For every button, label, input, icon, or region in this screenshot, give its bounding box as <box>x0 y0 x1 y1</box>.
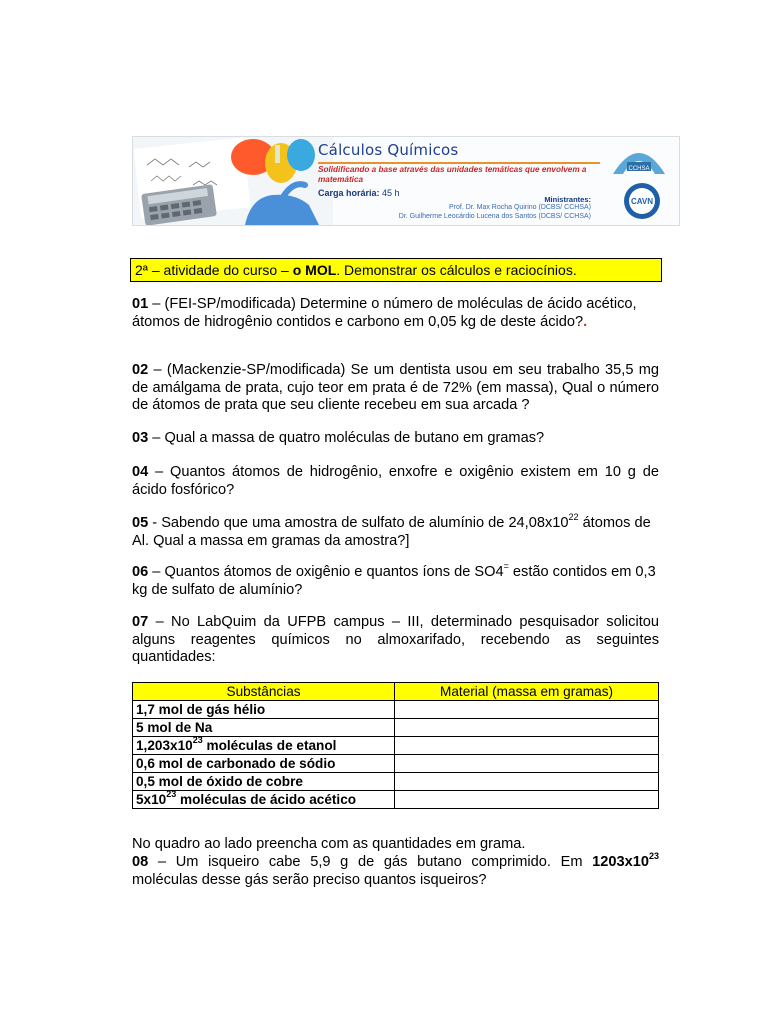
exponent: 23 <box>192 734 203 745</box>
question-text: - Sabendo que uma amostra de sulfato de alumínio de 24,08x10 <box>148 515 569 531</box>
cavn-seal-logo <box>619 181 665 221</box>
cchsa-seal-logo <box>609 140 669 178</box>
table-row <box>133 773 659 791</box>
question-04 <box>132 464 659 499</box>
substance-text: 0,6 mol de carbonado de sódio <box>136 755 336 771</box>
table-row <box>133 719 659 737</box>
question-text: – (FEI-SP/modificada) Determine o número de moléculas de ácido acético, átomos de hidrogênio contidos e carbono em 0,05 kg de deste ácido? <box>132 296 637 330</box>
svg-text:CCHSA: CCHSA <box>628 166 650 172</box>
substance-cell <box>133 719 395 737</box>
substance-text: 1,7 mol de gás hélio <box>136 701 266 717</box>
question-number: 08 <box>132 854 149 870</box>
question-text: – Qual a massa de quatro moléculas de butano em gramas? <box>148 430 545 446</box>
mass-cell[interactable] <box>395 773 659 791</box>
table-row <box>133 737 659 755</box>
substance-cell <box>133 734 395 755</box>
activity-topic: o MOL <box>292 262 337 278</box>
header-mass: Material (massa em gramas) <box>395 683 659 701</box>
substance-cell <box>133 755 395 773</box>
question-tail: . <box>583 313 588 330</box>
lab-illustration <box>133 137 333 225</box>
question-number: 03 <box>132 430 149 446</box>
question-03 <box>132 430 659 448</box>
question-05 <box>132 512 659 550</box>
substance-cell <box>133 701 395 719</box>
substance-text-cont: moléculas de ácido acético <box>176 791 357 807</box>
question-text-cont: átomos de Al. Qual a massa em gramas da amostra?] <box>132 515 651 549</box>
substances-table <box>132 682 659 809</box>
table-instruction-note: No quadro ao lado preencha com as quantidades em grama. <box>132 836 526 852</box>
instructor-2: Dr. Guilherme Leocárdio Lucena dos Santos (DCBS/ CCHSA) <box>398 213 591 220</box>
banner-title-underline <box>318 162 600 164</box>
substance-text: 5 mol de Na <box>136 719 213 735</box>
ministrantes-label: Ministrantes: <box>544 195 591 204</box>
banner-course-hours <box>318 188 400 198</box>
substance-text-cont: moléculas de etanol <box>202 737 337 753</box>
question-bold-value: 1203x10 <box>592 854 649 870</box>
course-banner <box>132 136 680 226</box>
question-number: 06 <box>132 564 149 580</box>
activity-heading <box>130 258 662 282</box>
question-number: 04 <box>132 464 149 480</box>
header-substance: Substâncias <box>133 683 395 701</box>
question-number: 01 <box>132 296 149 312</box>
question-number: 02 <box>132 362 149 378</box>
exponent: 23 <box>166 788 177 799</box>
substance-text: 0,5 mol de óxido de cobre <box>136 773 303 789</box>
mass-cell[interactable] <box>395 737 659 755</box>
question-06 <box>132 561 659 599</box>
table-row <box>133 701 659 719</box>
table-header-row <box>133 683 659 701</box>
table-row <box>133 791 659 809</box>
exponent: 23 <box>648 851 659 862</box>
hours-value: 45 h <box>382 188 400 198</box>
question-02 <box>132 362 659 415</box>
question-07 <box>132 614 659 667</box>
substance-cell <box>133 788 395 809</box>
svg-text:CAVN: CAVN <box>630 197 654 206</box>
instructor-1: Prof. Dr. Max Rocha Quirino (DCBS/ CCHSA) <box>449 204 591 211</box>
hours-label: Carga horária: <box>318 188 380 198</box>
question-text-cont: estão contidos em 0,3 kg de sulfato de alumínio? <box>132 564 656 598</box>
question-number: 07 <box>132 614 149 630</box>
substance-text: 5x10 <box>136 791 167 807</box>
mass-cell[interactable] <box>395 755 659 773</box>
question-text: – No LabQuim da UFPB campus – III, determinado pesquisador solicitou alguns reagentes químicos no almoxarifado, recebendo as seguintes quantidades: <box>132 614 659 665</box>
exponent: 22 <box>568 512 579 523</box>
banner-subtitle: Solidificando a base através das unidades temáticas que envolvem a matemática <box>318 165 587 184</box>
question-08 <box>132 851 659 889</box>
activity-suffix: . Demonstrar os cálculos e raciocínios. <box>336 262 577 278</box>
substance-cell <box>133 773 395 791</box>
question-number: 05 <box>132 515 149 531</box>
question-text-cont: moléculas desse gás serão preciso quantos isqueiros? <box>132 871 487 888</box>
table-row <box>133 755 659 773</box>
activity-prefix: 2ª – atividade do curso – <box>135 262 293 278</box>
question-text: – Quantos átomos de oxigênio e quantos íons de SO4 <box>148 564 504 580</box>
substance-text: 1,203x10 <box>136 737 193 753</box>
banner-title: Cálculos Químicos <box>318 141 459 159</box>
question-text: – (Mackenzie-SP/modificada) Se um dentista usou em seu trabalho 35,5 mg de amálgama de prata, cujo teor em prata é de 72% (em massa), Qual o número de átomos de prata que seu cliente recebeu em sua arcada ? <box>132 362 659 413</box>
ion-charge: = <box>503 561 509 572</box>
question-01 <box>132 296 659 331</box>
mass-cell[interactable] <box>395 791 659 809</box>
question-text: – Quantos átomos de hidrogênio, enxofre e oxigênio existem em 10 g de ácido fosfórico? <box>132 464 659 498</box>
question-text: – Um isqueiro cabe 5,9 g de gás butano comprimido. Em <box>148 854 593 870</box>
mass-cell[interactable] <box>395 719 659 737</box>
mass-cell[interactable] <box>395 701 659 719</box>
